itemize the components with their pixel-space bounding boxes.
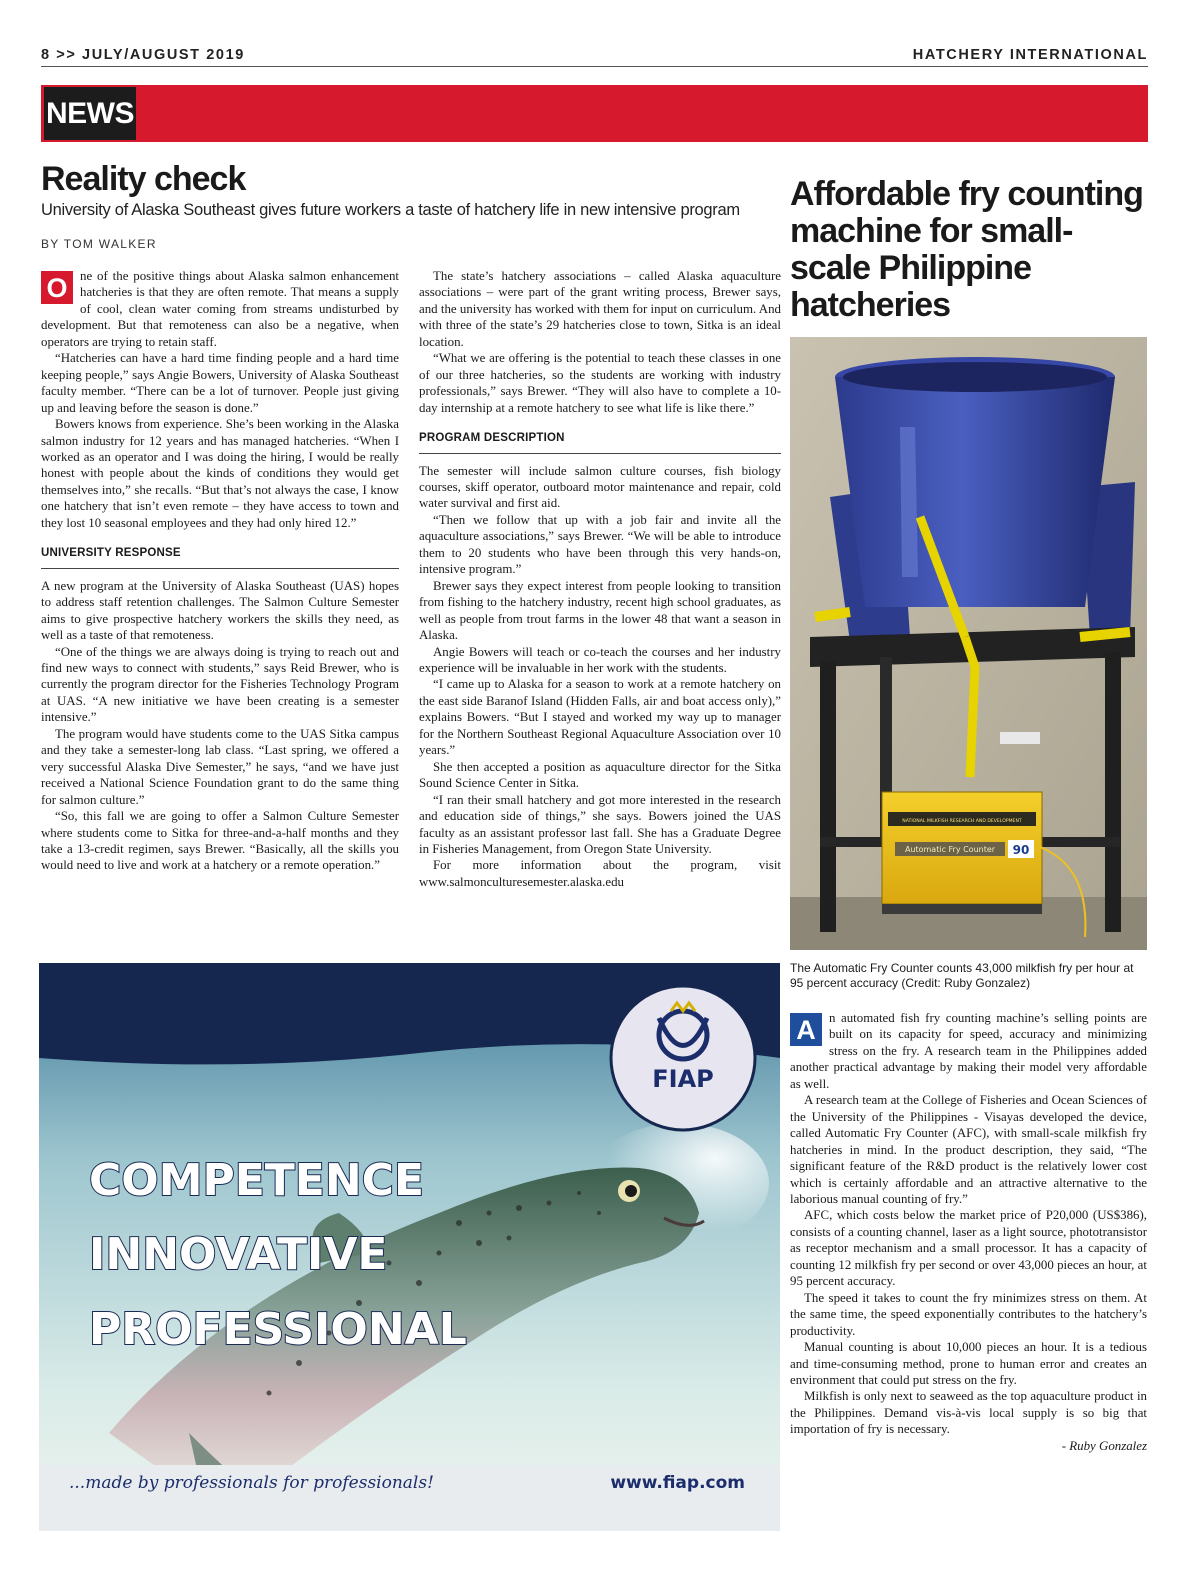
svg-text:90: 90 [1012, 843, 1030, 857]
main-article-title: Reality check [41, 160, 246, 198]
paragraph: Angie Bowers will teach or co-teach the courses and her industry experience will be invaluable in her work with the students. [419, 644, 781, 675]
ad-brand: FIAP [652, 1065, 714, 1093]
subhead-program-description: PROGRAM DESCRIPTION [419, 430, 781, 453]
photo-box-label: NATIONAL MILKFISH RESEARCH AND DEVELOPMENT [902, 819, 1022, 824]
paragraph: The semester will include salmon culture courses, fish biology courses, skiff operator, outboard motor maintenance and repair, cold water survival and first aid. [419, 463, 781, 511]
header-divider [41, 66, 1148, 67]
paragraph: A research team at the College of Fisheries and Ocean Sciences of the University of the Philippines - Visayas developed the device, called Automatic Fry Counter (AFC), with small-scale milkfish fry hatcheries in mind. In the product description, they said, “The significant feature of the R&D product is the relatively lower cost which is certainly affordable and an attractive alternative to the laborious manual counting of fry.” [790, 1093, 1147, 1206]
fiap-advertisement[interactable] [39, 963, 780, 1531]
ad-slogan-3: PROFESSIONAL [89, 1304, 467, 1355]
paragraph: “One of the things we are always doing is trying to reach out and find new ways to connect with students,” says Reid Brewer, who is currently the program director for the Fisheries Technology Program at UAS. “A new initiative we have been creating is a semester intensive.” [41, 644, 399, 725]
drop-cap: O [41, 271, 73, 304]
paragraph: Bowers knows from experience. She’s been working in the Alaska salmon industry for 12 years and has managed hatcheries. “When I worked as an operator and I was doing the hiring, I would be really honest with people about the kinds of conditions they would get themselves into,” she recalls. “But that’s not always the case, I know one hatchery that isn’t even remote – they have access to town and they lost 10 seasonal employees and they had only hired 12.” [41, 417, 399, 530]
paragraph: Milkfish is only next to seaweed as the top aquaculture product in the Philippines. Demand vis-à-vis local supply is so big that importation of fry is necessary. [790, 1389, 1147, 1437]
side-article-column [790, 1010, 1147, 1454]
paragraph: She then accepted a position as aquaculture director for the Sitka Sound Science Center in Sitka. [419, 759, 781, 791]
paragraph: AFC, which costs below the market price of P20,000 (US$386), consists of a counting channel, laser as a light source, phototransistor as receptor mechanism and a small processor. It has a capacity of counting 12 milkfish fry per second or over 43,000 pieces an hour, at 95 percent accuracy. [790, 1208, 1147, 1289]
photo-caption: The Automatic Fry Counter counts 43,000 milkfish fry per hour at 95 percent accuracy (Credit: Ruby Gonzalez) [790, 961, 1134, 990]
paragraph: “What we are offering is the potential to teach these classes in one of our three hatcheries, so the students are working with industry professionals,” says Brewer. “They will also have to complete a 10-day internship at a remote hatchery to see what life is like there.” [419, 351, 781, 415]
paragraph: “Then we follow that up with a job fair and invite all the aquaculture associations,” says Brewer. “We will be able to introduce them to 20 students who have been through this very hands-on, intensive program.” [419, 512, 781, 577]
ad-tagline: ...made by professionals for professionals! [69, 1473, 434, 1493]
author-signature: - Ruby Gonzalez [1061, 1438, 1147, 1453]
article-column-1 [41, 268, 399, 874]
byline: BY TOM WALKER [41, 237, 157, 251]
drop-cap: A [790, 1013, 822, 1046]
paragraph: n automated fish fry counting machine’s selling points are built on its capacity for speed, accuracy and minimizing stress on the fry. A research team in the Philippines added another practical advantage by making their model very affordable as well. [790, 1011, 1147, 1091]
paragraph: ne of the positive things about Alaska salmon enhancement hatcheries is that they are often remote. That means a supply of cool, clean water coming from streams undisturbed by development. But that remoteness can also be a negative, when operators are trying to retain staff. [41, 269, 399, 349]
ad-slogan-1: COMPETENCE [89, 1155, 425, 1206]
photo-box-title: Automatic Fry Counter [904, 845, 996, 854]
paragraph: For more information about the program, visit www.salmonculturesemester.alaska.edu [419, 858, 781, 889]
side-article-title: Affordable fry counting machine for small-scale Philippine hatcheries [790, 175, 1143, 324]
paragraph: Brewer says they expect interest from people looking to transition from fishing to the hatchery industry, recent high school graduates, as well as people from trout farms in the lower 48 that want a season in Alaska. [419, 578, 781, 643]
paragraph: “Hatcheries can have a hard time finding people and a hard time keeping people,” says Angie Bowers, University of Alaska Southeast faculty member. “There can be a lot of turnover. People just giving up and leaving before the season is done.” [41, 351, 399, 415]
section-banner [41, 85, 1148, 142]
ad-url-link[interactable]: www.fiap.com [610, 1473, 745, 1493]
paragraph: A new program at the University of Alaska Southeast (UAS) hopes to address staff retention challenges. The Salmon Culture Semester aims to give prospective hatchery workers the skills they need, as well as a taste of that remoteness. [41, 578, 399, 643]
fry-counter-photo [790, 337, 1147, 950]
paragraph: “I came up to Alaska for a season to work at a remote hatchery on the east side Baranof Island (Hidden Falls, air and boat access only),” explains Bowers. “But I stayed and worked my way up to manager for the Northern Southeast Regional Aquaculture Association over 10 years.” [419, 677, 781, 758]
paragraph: The state’s hatchery associations – called Alaska aquaculture associations – were part of the grant writing process, Brewer says, and the university has worked with them for input on curriculum. And with three of the state’s 29 hatcheries close to town, Sitka is an ideal location. [419, 269, 781, 349]
ad-slogan-2: INNOVATIVE [89, 1229, 388, 1280]
paragraph: The speed it takes to count the fry minimizes stress on them. At the same time, the speed exponentially contributes to the hatchery’s productivity. [790, 1290, 1147, 1338]
section-label: NEWS [44, 87, 136, 140]
paragraph: The program would have students come to the UAS Sitka campus and they take a semester-long lab class. “Last spring, we offered a very successful Alaska Dive Semester,” he says, “and we have just received a National Science Foundation grant to do the same thing for salmon culture.” [41, 726, 399, 807]
article-column-2 [419, 268, 781, 890]
paragraph: “So, this fall we are going to offer a Salmon Culture Semester where students come to Sitka for three-and-a-half months and they take a 13-credit regimen, says Brewer. “Basically, all the skills you would need to live and work at a hatchery or a remote operation.” [41, 809, 399, 873]
subhead-university-response: UNIVERSITY RESPONSE [41, 545, 399, 568]
publication-name: HATCHERY INTERNATIONAL [912, 47, 1148, 63]
paragraph: “I ran their small hatchery and got more interested in the research and education side of things,” she says. Bowers joined the UAS faculty as an assistant professor last fall. She has a Graduate Degree in Fisheries Management, from Oregon State University. [419, 792, 781, 856]
paragraph: Manual counting is about 10,000 pieces an hour. It is a tedious and time-consuming method, prone to human error and creates an environment that could put stress on the fry. [790, 1340, 1147, 1387]
main-article-deck: University of Alaska Southeast gives future workers a taste of hatchery life in new intensive program [41, 201, 740, 219]
issue-date: 8 >> JULY/AUGUST 2019 [41, 47, 245, 63]
